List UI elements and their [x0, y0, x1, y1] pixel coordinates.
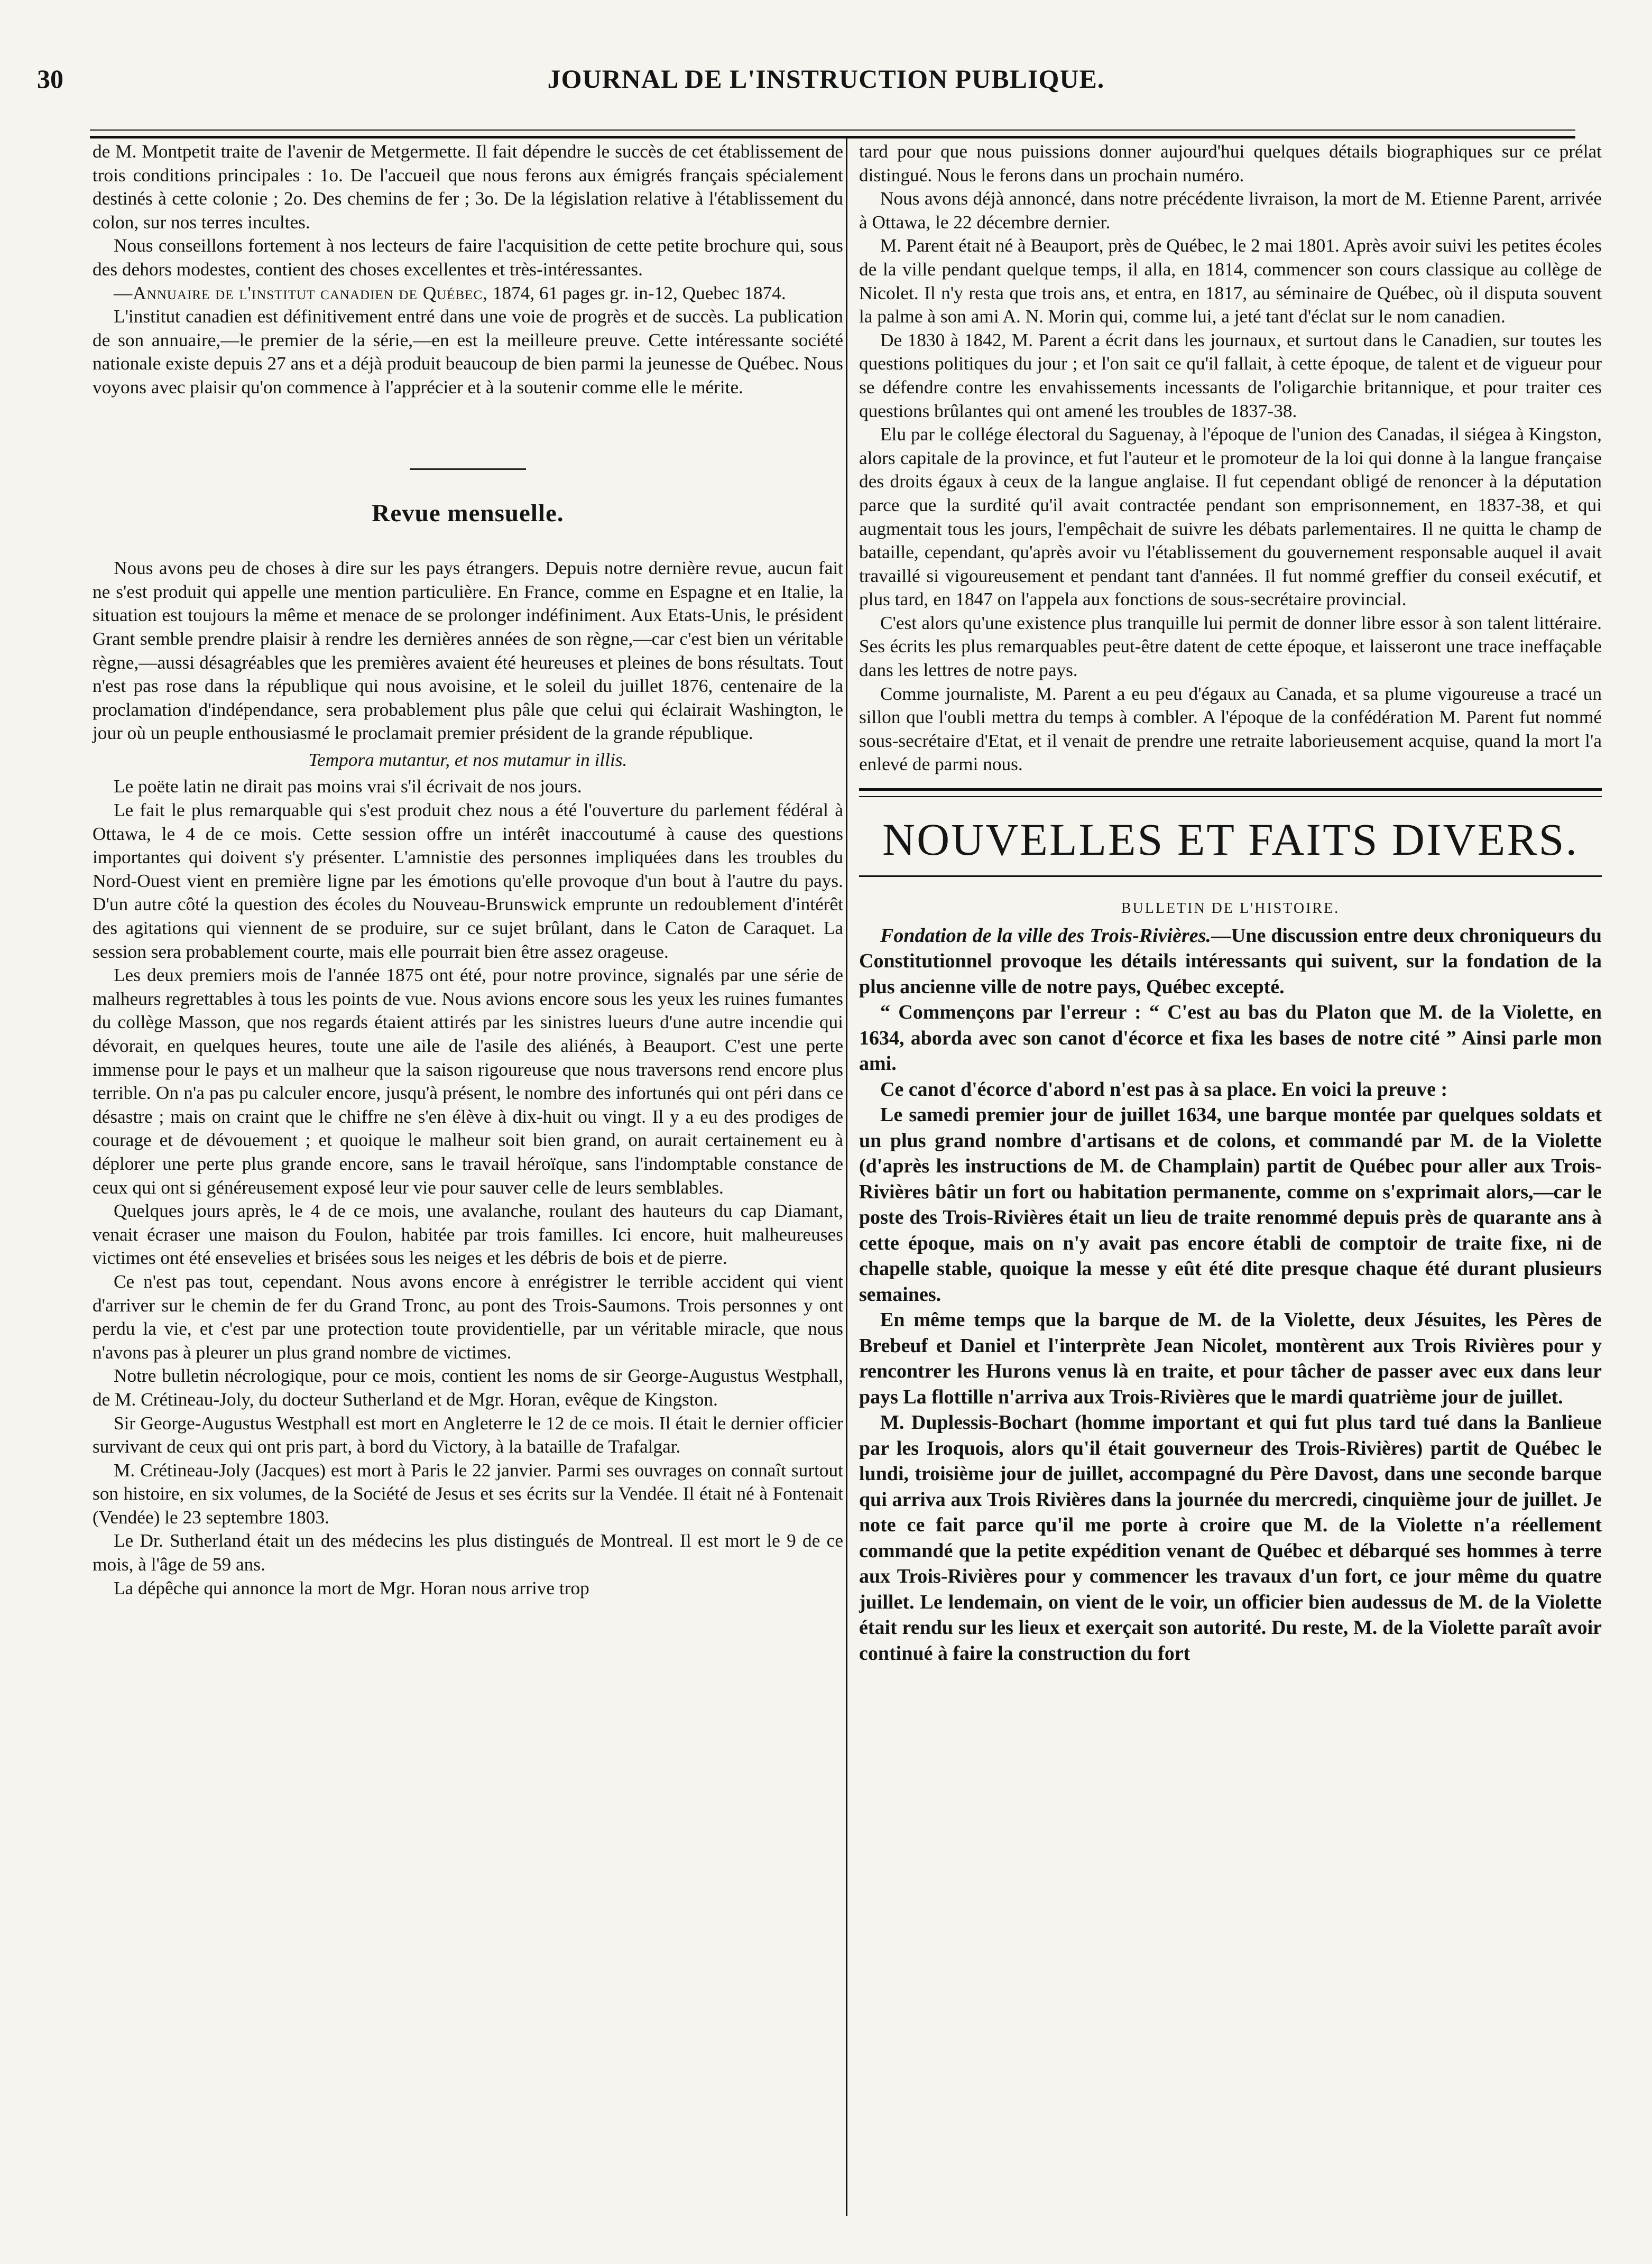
paragraph: de M. Montpetit traite de l'avenir de Metgermette. Il fait dépendre le succès de cet établissement de trois conditions principales : 1o. De l'accueil que nous ferons aux émigrés français spécialement destinés à cette colonie ; 2o. Des chemins de fer ; 3o. De la législation relative à l'établissement du colon, sur nos terres incultes.	[93, 141, 843, 233]
bulletin-body	[859, 923, 1602, 1667]
title-underline	[859, 875, 1602, 877]
section-title-nouvelles: NOUVELLES ET FAITS DIVERS.	[882, 814, 1579, 865]
paragraph: De 1830 à 1842, M. Parent a écrit dans les journaux, et surtout dans le Canadien, sur toutes les questions politiques du jour ; et l'on sait ce qu'il fallait, à cette époque, de talent et de vigueur pour se défendre contre les envahissements incessants de l'oligarchie britannique, et pour traiter ces questions brûlantes qui ont amené les troubles de 1837-38.	[859, 329, 1602, 421]
section-title-revue: Revue mensuelle.	[372, 499, 564, 527]
section-double-rule	[859, 788, 1602, 797]
paragraph: La dépêche qui annonce la mort de Mgr. Horan nous arrive trop	[114, 1577, 589, 1598]
paragraph: Le Dr. Sutherland était un des médecins les plus distingués de Montreal. Il est mort le 9 de ce mois, à l'âge de 59 ans.	[93, 1530, 843, 1575]
article-lead: Fondation de la ville des Trois-Rivières.	[880, 924, 1211, 947]
paragraph: Comme journaliste, M. Parent a eu peu d'égaux au Canada, et sa plume vigoureuse a tracé un sillon que l'oubli mettra du temps à combler. A l'époque de la confédération M. Parent fut nommé sous-secrétaire d'Etat, et il venait de prendre une retraite laborieusement acquise, quand la mort l'a enlevé de parmi nous.	[859, 683, 1602, 775]
paragraph: Le poëte latin ne dirait pas moins vrai s'il écrivait de nos jours.	[114, 776, 582, 797]
paragraph: Le fait le plus remarquable qui s'est produit chez nous a été l'ouverture du parlement fédéral à Ottawa, le 4 de ce mois. Cette session offre un intérêt inaccoutumé à cause des questions importantes qui doivent s'y présenter. L'amnistie des personnes impliquées dans les troubles du Nord-Ouest vient en première ligne par les émotions qu'elle provoque d'un bout à l'autre du pays. D'un autre côté la question des écoles du Nouveau-Brunswick emprunte un redoublement d'intérêt des agitations qui viennent de se produire, sur ce sujet brûlant, dans le Caton de Caraquet. La session sera probablement courte, mais elle pourrait bien être assez orageuse.	[93, 800, 843, 962]
paragraph: “ Commençons par l'erreur : “ C'est au bas du Platon que M. de la Violette, en 1634, aborda avec son canot d'écorce et fixa les bases de notre cité ” Ainsi parle mon ami.	[859, 1001, 1602, 1075]
paragraph: M. Crétineau-Joly (Jacques) est mort à Paris le 22 janvier. Parmi ses ouvrages on connaît surtout son histoire, en six volumes, de la Société de Jesus et ses écrits sur la Vendée. Il était né à Fontenait (Vendée) le 23 septembre 1803.	[93, 1459, 843, 1528]
paragraph: Les deux premiers mois de l'année 1875 ont été, pour notre province, signalés par une série de malheurs regrettables à tous les points de vue. Nous avions encore sous les yeux les ruines fumantes du collège Masson, que nos regards étaient attirés par les sinistres lueurs d'une autre incendie qui dévorait, en quelques heures, toute une aile de l'asile des aliénés, à Beauport. C'est une perte immense pour le pays et un malheur que la saison rigoureuse que nous traversons rend encore plus terrible. On n'a pas pu calculer encore, jusqu'à présent, le nombre des infortunés qui ont péri dans ce désastre ; mais on craint que le chiffre ne s'en élève à dix-huit ou vingt. Il y a eu des prodiges de courage et de dévouement ; et quoique le malheur soit bien grand, on aurait certainement eu à déplorer une perte plus grande encore, sans le travail héroïque, sans l'indomptable constance de ceux qui ont si généreusement exposé leur vie pour sauver celle de leurs semblables.	[93, 965, 843, 1198]
page-number: 30	[37, 64, 63, 94]
paragraph: C'est alors qu'une existence plus tranquille lui permit de donner libre essor à son talent littéraire. Ses écrits les plus remarquables peut-être datent de cette époque, et laisseront une trace ineffaçable dans les lettres de notre pays.	[859, 612, 1602, 681]
paragraph: Ce canot d'écorce d'abord n'est pas à sa place. En voici la preuve :	[880, 1078, 1448, 1101]
left-column	[93, 140, 843, 1600]
bibliographic-reference	[93, 282, 843, 306]
reference-details: 1874, 61 pages gr. in-12, Quebec 1874.	[492, 282, 786, 303]
paragraph: Nous conseillons fortement à nos lecteurs de faire l'acquisition de cette petite brochure qui, sous des dehors modestes, contient des choses excellentes et très-intéressantes.	[93, 235, 843, 280]
paragraph: Quelques jours après, le 4 de ce mois, une avalanche, roulant des hauteurs du cap Diamant, venait écraser une maison du Foulon, habitée par trois familles. Ici encore, huit malheureuses victimes ont été ensevelies et brisées sous les neiges et les débris de bois et de pierre.	[93, 1200, 843, 1269]
paragraph: M. Duplessis-Bochart (homme important et qui fut plus tard tué dans la Banlieue par les Iroquois, alors qu'il était gouverneur des Trois-Rivières) partit de Québec le lundi, troisième jour de juillet, accompagné du Père Davost, dans une seconde barque qui arriva aux Trois Rivières dans la journée du mercredi, cinquième jour de juillet. Je note ce fait parce qu'il me porte à croire que M. de la Violette n'a réellement commandé que la petite expédition venant de Québec et débarqué ses hommes à terre aux Trois-Rivières pour y commencer les travaux d'un fort, ce jour même du quatre juillet. Le lendemain, on vient de le voir, un officier bien audessus de M. de la Violette était rendu sur les lieux et exerçait son autorité. Du reste, M. de la Violette paraît avoir continué à faire la construction du fort	[859, 1411, 1602, 1665]
latin-motto: Tempora mutantur, et nos mutamur in illis.	[308, 749, 627, 770]
paragraph: Nous avons peu de choses à dire sur les pays étrangers. Depuis notre dernière revue, aucun fait ne s'est produit qui appelle une mention particulière. En France, comme en Espagne et en Italie, la situation est toujours la même et menace de se prolonger indéfiniment. Aux Etats-Unis, le président Grant semble prendre plaisir à rendre les dernières années de son règne,—car c'est bien un véritable règne,—aussi désagréables que les premières avaient été heureuses et pleines de bons résultats. Tout n'est pas rose dans la république qui nous avoisine, et le soleil du juillet 1876, centenaire de la proclamation d'indépendance, sera probablement plus pâle que celui qui éclairait Washington, le jour où un peuple enthousiasmé le proclamait premier président de la grande république.	[93, 558, 843, 744]
bulletin-heading: BULLETIN DE L'HISTOIRE.	[1121, 900, 1340, 917]
right-column	[859, 140, 1602, 1666]
paragraph: Nous avons déjà annoncé, dans notre précédente livraison, la mort de M. Etienne Parent, arrivée à Ottawa, le 22 décembre dernier.	[859, 188, 1602, 233]
running-title: JOURNAL DE L'INSTRUCTION PUBLIQUE.	[547, 64, 1105, 94]
paragraph: M. Parent était né à Beauport, près de Québec, le 2 mai 1801. Après avoir suivi les petites écoles de la ville pendant quelque temps, il alla, en 1814, commencer son cours classique au collège de Nicolet. Il n'y resta que trois ans, et entra, en 1817, au séminaire de Québec, où il disputa souvent la palme à son ami A. N. Morin qui, comme lui, a jeté tant d'éclat sur le nom canadien.	[859, 235, 1602, 327]
paragraph	[859, 923, 1602, 1000]
paragraph: L'institut canadien est définitivement entré dans une voie de progrès et de succès. La publication de son annuaire,—le premier de la série,—en est la meilleure preuve. Cette intéressante société nationale existe depuis 27 ans et a déjà produit beaucoup de bien parmi la jeunesse de Québec. Nous voyons avec plaisir qu'on commence à l'apprécier et à la soutenir comme elle le mérite.	[93, 306, 843, 398]
article-lead-rest: —Une discussion entre deux chroniqueurs du Constitutionnel provoque les détails intéressants qui suivent, sur la fondation de la plus ancienne ville de notre pays, Québec excepté.	[859, 924, 1602, 998]
reference-title: —Annuaire de l'institut canadien de Québec,	[114, 282, 488, 303]
section-separator	[410, 468, 526, 470]
paragraph: Le samedi premier jour de juillet 1634, une barque montée par quelques soldats et un plus grand nombre d'artisans et de colons, et commandé par M. de la Violette (d'après les instructions de M. de Champlain) partit de Québec pour aller aux Trois-Rivières bâtir un fort ou habitation permanente, comme on s'exprimait alors,—car le poste des Trois-Rivières était un lieu de traite renommé depuis près de quarante ans à cette époque, mais on n'y avait pas encore établi de comptoir de traite fixe, ni de chapelle stable, quoique la messe y eût été dite presque chaque été durant plusieurs semaines.	[859, 1104, 1602, 1306]
column-divider	[846, 138, 847, 2216]
paragraph: Notre bulletin nécrologique, pour ce mois, contient les noms de sir George-Augustus Westphall, de M. Crétineau-Joly, du docteur Sutherland et de Mgr. Horan, evêque de Kingston.	[93, 1365, 843, 1410]
paragraph: En même temps que la barque de M. de la Violette, deux Jésuites, les Pères de Brebeuf et Daniel et l'interprète Jean Nicolet, montèrent aux Trois Rivières pour y rencontrer les Hurons venus là en traite, et pour tâcher de passer avec eux dans leur pays La flottille n'arriva aux Trois-Rivières que le mardi quatrième jour de juillet.	[859, 1309, 1602, 1408]
paragraph: tard pour que nous puissions donner aujourd'hui quelques détails biographiques sur ce prélat distingué. Nous le ferons dans un prochain numéro.	[859, 141, 1602, 186]
header-rule	[90, 130, 1575, 138]
paragraph: Sir George-Augustus Westphall est mort en Angleterre le 12 de ce mois. Il était le dernier officier survivant de ceux qui ont pris part, à bord du Victory, à la bataille de Trafalgar.	[93, 1412, 843, 1457]
paragraph: Ce n'est pas tout, cependant. Nous avons encore à enrégistrer le terrible accident qui vient d'arriver sur le chemin de fer du Grand Tronc, au pont des Trois-Saumons. Trois personnes y ont perdu la vie, et c'est par une protection toute providentielle, par un véritable miracle, que nous n'avons pas à pleurer un plus grand nombre de victimes.	[93, 1271, 843, 1363]
paragraph: Elu par le collége électoral du Saguenay, à l'époque de l'union des Canadas, il siégea à Kingston, alors capitale de la province, et fut l'auteur et le promoteur de la loi qui donne à la langue française des droits égaux à ceux de la langue anglaise. Il fut cependant obligé de renoncer à la députation parce que la surdité qu'il avait contractée pendant son emprisonnement, en 1837-38, et qui augmentait tous les jours, l'empêchait de suivre les débats parlementaires. Il ne quitta le champ de bataille, cependant, qu'après avoir vu l'établissement du gouvernement responsable auquel il avait travaillé si vigoureusement et pendant tant d'années. Il fut nommé greffier du conseil exécutif, et plus tard, en 1847 on l'appela aux fonctions de sous-secrétaire provincial.	[859, 424, 1602, 610]
